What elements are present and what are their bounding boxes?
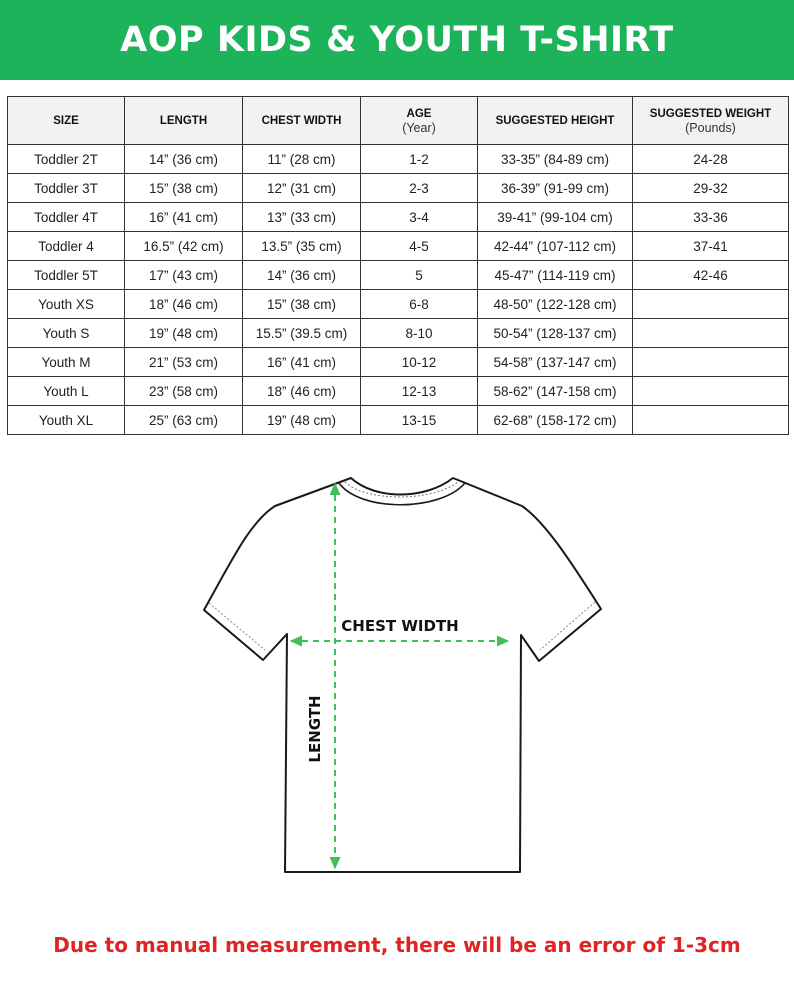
age-cell: 6-8 xyxy=(361,290,478,319)
weight-cell: 42-46 xyxy=(633,261,789,290)
chest-width-cell: 13.5” (35 cm) xyxy=(243,232,361,261)
weight-cell: 24-28 xyxy=(633,145,789,174)
table-row xyxy=(8,319,789,348)
weight-cell xyxy=(633,290,789,319)
length-cell: 18” (46 cm) xyxy=(125,290,243,319)
tshirt-outline xyxy=(204,478,601,872)
height-cell: 39-41” (99-104 cm) xyxy=(478,203,633,232)
age-cell: 2-3 xyxy=(361,174,478,203)
size-cell: Toddler 3T xyxy=(8,174,125,203)
weight-cell xyxy=(633,348,789,377)
size-cell: Toddler 4T xyxy=(8,203,125,232)
table-row xyxy=(8,174,789,203)
table-row xyxy=(8,377,789,406)
table-row xyxy=(8,203,789,232)
tshirt-diagram xyxy=(0,440,794,910)
chest-width-cell: 18” (46 cm) xyxy=(243,377,361,406)
length-cell: 21” (53 cm) xyxy=(125,348,243,377)
weight-cell xyxy=(633,319,789,348)
length-cell: 17” (43 cm) xyxy=(125,261,243,290)
age-cell: 12-13 xyxy=(361,377,478,406)
size-chart-table xyxy=(7,96,789,435)
size-cell: Toddler 4 xyxy=(8,232,125,261)
size-cell: Youth M xyxy=(8,348,125,377)
table-row xyxy=(8,348,789,377)
length-cell: 16” (41 cm) xyxy=(125,203,243,232)
column-header: AGE (Year) xyxy=(361,97,478,145)
title-banner xyxy=(0,0,794,80)
page-title: AOP KIDS & YOUTH T-SHIRT xyxy=(120,20,674,60)
length-label: LENGTH xyxy=(306,695,324,763)
size-cell: Toddler 2T xyxy=(8,145,125,174)
chest-width-cell: 12” (31 cm) xyxy=(243,174,361,203)
chest-width-cell: 13” (33 cm) xyxy=(243,203,361,232)
age-cell: 5 xyxy=(361,261,478,290)
column-header: SUGGESTED HEIGHT xyxy=(478,97,633,145)
height-cell: 42-44” (107-112 cm) xyxy=(478,232,633,261)
chest-width-cell: 14” (36 cm) xyxy=(243,261,361,290)
height-cell: 48-50” (122-128 cm) xyxy=(478,290,633,319)
height-cell: 58-62” (147-158 cm) xyxy=(478,377,633,406)
length-cell: 25” (63 cm) xyxy=(125,406,243,435)
column-header: LENGTH xyxy=(125,97,243,145)
height-cell: 45-47” (114-119 cm) xyxy=(478,261,633,290)
size-cell: Youth XS xyxy=(8,290,125,319)
age-cell: 1-2 xyxy=(361,145,478,174)
chest-width-label: CHEST WIDTH xyxy=(341,617,459,635)
age-cell: 3-4 xyxy=(361,203,478,232)
length-cell: 15” (38 cm) xyxy=(125,174,243,203)
weight-cell: 33-36 xyxy=(633,203,789,232)
tshirt-illustration xyxy=(0,440,794,910)
height-cell: 62-68” (158-172 cm) xyxy=(478,406,633,435)
size-cell: Youth S xyxy=(8,319,125,348)
size-cell: Toddler 5T xyxy=(8,261,125,290)
weight-cell: 37-41 xyxy=(633,232,789,261)
length-cell: 23” (58 cm) xyxy=(125,377,243,406)
height-cell: 54-58” (137-147 cm) xyxy=(478,348,633,377)
height-cell: 36-39” (91-99 cm) xyxy=(478,174,633,203)
measurement-note: Due to manual measurement, there will be an error of 1-3cm xyxy=(53,933,741,957)
table-row xyxy=(8,145,789,174)
table-row xyxy=(8,290,789,319)
chest-width-cell: 16” (41 cm) xyxy=(243,348,361,377)
age-cell: 10-12 xyxy=(361,348,478,377)
column-header: CHEST WIDTH xyxy=(243,97,361,145)
age-cell: 4-5 xyxy=(361,232,478,261)
size-cell: Youth L xyxy=(8,377,125,406)
weight-cell: 29-32 xyxy=(633,174,789,203)
table-row xyxy=(8,261,789,290)
age-cell: 8-10 xyxy=(361,319,478,348)
length-cell: 19” (48 cm) xyxy=(125,319,243,348)
weight-cell xyxy=(633,406,789,435)
chest-width-cell: 19” (48 cm) xyxy=(243,406,361,435)
size-cell: Youth XL xyxy=(8,406,125,435)
column-header: SIZE xyxy=(8,97,125,145)
weight-cell xyxy=(633,377,789,406)
chest-width-cell: 15.5” (39.5 cm) xyxy=(243,319,361,348)
height-cell: 50-54” (128-137 cm) xyxy=(478,319,633,348)
height-cell: 33-35” (84-89 cm) xyxy=(478,145,633,174)
table-row xyxy=(8,232,789,261)
table-header-row xyxy=(8,97,789,145)
column-header: SUGGESTED WEIGHT (Pounds) xyxy=(633,97,789,145)
length-cell: 14” (36 cm) xyxy=(125,145,243,174)
table-row xyxy=(8,406,789,435)
length-cell: 16.5” (42 cm) xyxy=(125,232,243,261)
age-cell: 13-15 xyxy=(361,406,478,435)
chest-width-cell: 11” (28 cm) xyxy=(243,145,361,174)
chest-width-cell: 15” (38 cm) xyxy=(243,290,361,319)
